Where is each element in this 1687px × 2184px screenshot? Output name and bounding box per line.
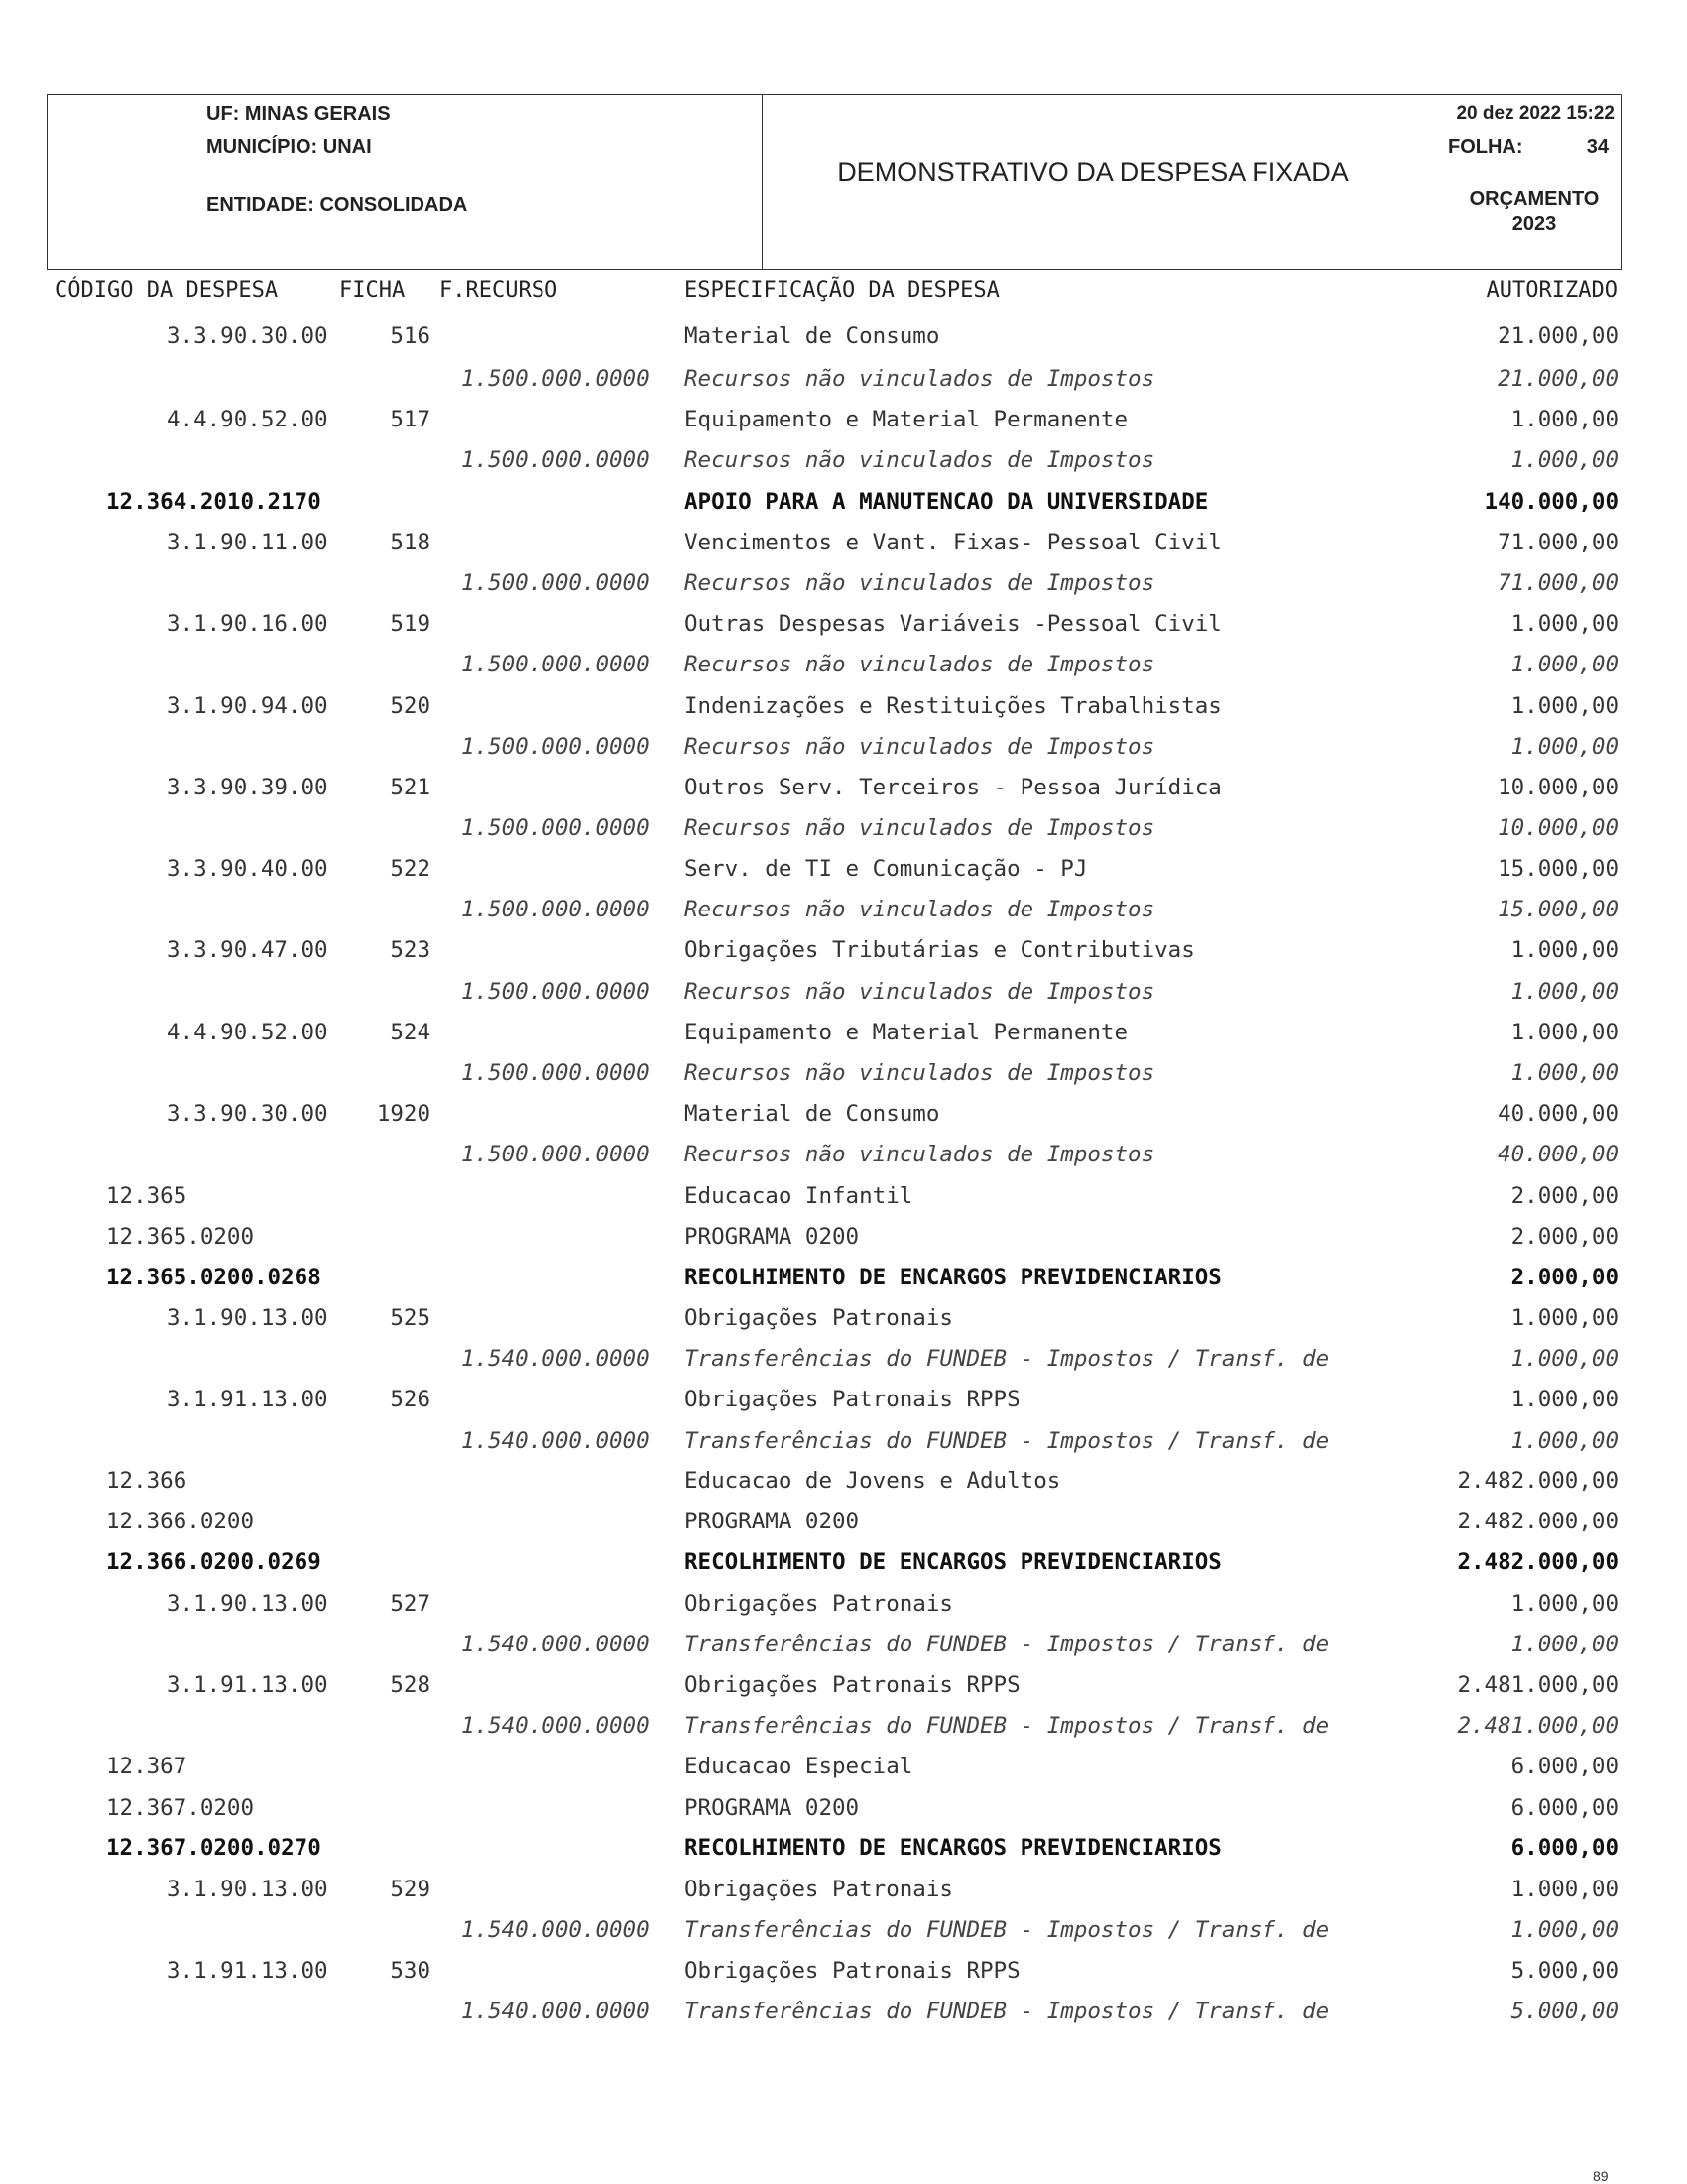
resource-code: 1.500.000.0000	[461, 897, 650, 922]
resource-row	[0, 1346, 1687, 1380]
resource-value: 1.000,00	[1510, 1917, 1619, 1943]
ficha-number: 526	[390, 1387, 430, 1412]
ficha-number: 525	[390, 1305, 430, 1331]
expense-row	[0, 407, 1687, 440]
authorized-value: 2.482.000,00	[1457, 1468, 1619, 1494]
resource-description: Recursos não vinculados de Impostos	[684, 1142, 1155, 1167]
resource-description: Recursos não vinculados de Impostos	[684, 815, 1155, 841]
authorized-value: 1.000,00	[1510, 1591, 1619, 1617]
expense-code: 12.365.0200.0268	[106, 1265, 321, 1290]
authorized-value: 5.000,00	[1510, 1958, 1619, 1984]
authorized-value: 21.000,00	[1498, 323, 1619, 349]
expense-code: 12.364.2010.2170	[106, 489, 321, 515]
expense-row	[0, 693, 1687, 727]
expense-code: 12.366.0200.0269	[106, 1549, 321, 1575]
authorized-value: 2.482.000,00	[1457, 1549, 1619, 1575]
ficha-number: 522	[390, 856, 430, 882]
expense-code: 3.1.90.13.00	[167, 1877, 328, 1902]
expense-code: 12.366	[106, 1468, 187, 1494]
resource-row	[0, 1142, 1687, 1175]
expense-description: Equipamento e Material Permanente	[684, 407, 1129, 432]
resource-value: 1.000,00	[1510, 652, 1619, 677]
expense-row	[0, 1877, 1687, 1910]
orcamento-label: ORÇAMENTO	[1469, 188, 1600, 210]
expense-row	[0, 937, 1687, 971]
resource-row	[0, 979, 1687, 1013]
expense-code: 3.1.90.16.00	[167, 611, 328, 637]
col-header-especificacao: ESPECIFICAÇÃO DA DESPESA	[684, 278, 1000, 303]
resource-description: Transferências do FUNDEB - Impostos / Transf. de	[684, 1713, 1330, 1739]
resource-code: 1.540.000.0000	[461, 1346, 650, 1372]
expense-code: 3.1.90.13.00	[167, 1305, 328, 1331]
resource-value: 1.000,00	[1510, 447, 1619, 473]
expense-code: 3.3.90.47.00	[167, 937, 328, 963]
expense-code: 12.365.0200	[106, 1224, 255, 1250]
resource-value: 1.000,00	[1510, 1632, 1619, 1657]
report-datetime: 20 dez 2022 15:22	[1456, 103, 1615, 124]
resource-description: Recursos não vinculados de Impostos	[684, 734, 1155, 760]
expense-code: 12.367.0200.0270	[106, 1835, 321, 1861]
resource-value: 1.000,00	[1510, 734, 1619, 760]
resource-row	[0, 1632, 1687, 1665]
expense-code: 3.3.90.30.00	[167, 323, 328, 349]
resource-value: 1.000,00	[1510, 1060, 1619, 1086]
expense-description: PROGRAMA 0200	[684, 1795, 860, 1821]
expense-description: Obrigações Patronais	[684, 1877, 953, 1902]
resource-value: 1.000,00	[1510, 979, 1619, 1005]
ficha-number: 523	[390, 937, 430, 963]
authorized-value: 1.000,00	[1510, 937, 1619, 963]
resource-code: 1.500.000.0000	[461, 734, 650, 760]
authorized-value: 2.000,00	[1510, 1265, 1619, 1290]
resource-value: 71.000,00	[1498, 570, 1619, 596]
ficha-number: 521	[390, 775, 430, 800]
authorized-value: 1.000,00	[1510, 693, 1619, 719]
resource-value: 5.000,00	[1510, 1999, 1619, 2024]
authorized-value: 2.482.000,00	[1457, 1509, 1619, 1534]
function-row	[0, 1509, 1687, 1542]
ficha-number: 529	[390, 1877, 430, 1902]
resource-row	[0, 570, 1687, 604]
resource-code: 1.500.000.0000	[461, 1060, 650, 1086]
resource-value: 10.000,00	[1498, 815, 1619, 841]
action-row	[0, 489, 1687, 523]
resource-description: Recursos não vinculados de Impostos	[684, 897, 1155, 922]
resource-description: Transferências do FUNDEB - Impostos / Transf. de	[684, 1346, 1330, 1372]
col-header-autorizado: AUTORIZADO	[1486, 278, 1618, 303]
resource-code: 1.500.000.0000	[461, 979, 650, 1005]
expense-row	[0, 775, 1687, 808]
expense-code: 12.367	[106, 1754, 187, 1779]
resource-value: 1.000,00	[1510, 1346, 1619, 1372]
authorized-value: 2.000,00	[1510, 1224, 1619, 1250]
resource-description: Recursos não vinculados de Impostos	[684, 1060, 1155, 1086]
authorized-value: 6.000,00	[1510, 1795, 1619, 1821]
resource-description: Transferências do FUNDEB - Impostos / Transf. de	[684, 1999, 1330, 2024]
expense-description: Outras Despesas Variáveis -Pessoal Civil	[684, 611, 1222, 637]
resource-row	[0, 1060, 1687, 1094]
authorized-value: 15.000,00	[1498, 856, 1619, 882]
expense-code: 3.3.90.40.00	[167, 856, 328, 882]
expense-description: Educacao Infantil	[684, 1183, 913, 1209]
authorized-value: 1.000,00	[1510, 407, 1619, 432]
expense-code: 3.1.91.13.00	[167, 1958, 328, 1984]
expense-description: PROGRAMA 0200	[684, 1224, 860, 1250]
uf-label: UF: MINAS GERAIS	[206, 103, 391, 125]
authorized-value: 1.000,00	[1510, 1305, 1619, 1331]
resource-code: 1.500.000.0000	[461, 815, 650, 841]
expense-description: Obrigações Patronais	[684, 1305, 953, 1331]
resource-value: 15.000,00	[1498, 897, 1619, 922]
expense-description: APOIO PARA A MANUTENCAO DA UNIVERSIDADE	[684, 489, 1209, 515]
expense-description: RECOLHIMENTO DE ENCARGOS PREVIDENCIARIOS	[684, 1835, 1222, 1861]
authorized-value: 2.481.000,00	[1457, 1672, 1619, 1698]
expense-row	[0, 1305, 1687, 1339]
action-row	[0, 1549, 1687, 1583]
entidade-label: ENTIDADE: CONSOLIDADA	[206, 194, 468, 216]
expense-code: 3.3.90.39.00	[167, 775, 328, 800]
orcamento-year: 2023	[1511, 213, 1557, 235]
expense-code: 3.3.90.30.00	[167, 1101, 328, 1127]
resource-row	[0, 1428, 1687, 1462]
resource-value: 21.000,00	[1498, 366, 1619, 392]
expense-description: Educacao Especial	[684, 1754, 913, 1779]
expense-code: 3.1.91.13.00	[167, 1387, 328, 1412]
resource-value: 40.000,00	[1498, 1142, 1619, 1167]
ficha-number: 518	[390, 530, 430, 555]
expense-description: Indenizações e Restituições Trabalhistas	[684, 693, 1222, 719]
expense-row	[0, 1387, 1687, 1420]
report-header	[47, 94, 1622, 270]
expense-row	[0, 1672, 1687, 1706]
expense-description: RECOLHIMENTO DE ENCARGOS PREVIDENCIARIOS	[684, 1549, 1222, 1575]
ficha-number: 528	[390, 1672, 430, 1698]
report-title: DEMONSTRATIVO DA DESPESA FIXADA	[837, 157, 1349, 186]
function-row	[0, 1224, 1687, 1258]
authorized-value: 2.000,00	[1510, 1183, 1619, 1209]
authorized-value: 1.000,00	[1510, 1877, 1619, 1902]
expense-row	[0, 530, 1687, 563]
resource-code: 1.540.000.0000	[461, 1999, 650, 2024]
ficha-number: 520	[390, 693, 430, 719]
expense-description: Obrigações Tributárias e Contributivas	[684, 937, 1195, 963]
resource-row	[0, 1999, 1687, 2032]
resource-value: 1.000,00	[1510, 1428, 1619, 1454]
expense-code: 3.1.90.13.00	[167, 1591, 328, 1617]
resource-code: 1.540.000.0000	[461, 1917, 650, 1943]
expense-row	[0, 856, 1687, 890]
expense-code: 4.4.90.52.00	[167, 407, 328, 432]
resource-code: 1.500.000.0000	[461, 570, 650, 596]
folha-value: 34	[1586, 136, 1609, 158]
resource-row	[0, 1713, 1687, 1747]
resource-code: 1.540.000.0000	[461, 1713, 650, 1739]
expense-description: Obrigações Patronais RPPS	[684, 1958, 1021, 1984]
expense-code: 3.1.91.13.00	[167, 1672, 328, 1698]
col-header-codigo: CÓDIGO DA DESPESA	[55, 278, 279, 303]
resource-value: 2.481.000,00	[1457, 1713, 1619, 1739]
ficha-number: 519	[390, 611, 430, 637]
expense-row	[0, 323, 1687, 357]
resource-description: Recursos não vinculados de Impostos	[684, 979, 1155, 1005]
resource-description: Recursos não vinculados de Impostos	[684, 366, 1155, 392]
resource-row	[0, 447, 1687, 481]
function-row	[0, 1795, 1687, 1829]
ficha-number: 527	[390, 1591, 430, 1617]
expense-row	[0, 611, 1687, 645]
expense-description: PROGRAMA 0200	[684, 1509, 860, 1534]
authorized-value: 6.000,00	[1510, 1835, 1619, 1861]
expense-code: 12.365	[106, 1183, 187, 1209]
expense-description: Obrigações Patronais	[684, 1591, 953, 1617]
expense-description: Equipamento e Material Permanente	[684, 1020, 1129, 1045]
resource-row	[0, 1917, 1687, 1951]
ficha-number: 517	[390, 407, 430, 432]
expense-row	[0, 1020, 1687, 1053]
expense-description: Vencimentos e Vant. Fixas- Pessoal Civil	[684, 530, 1222, 555]
expense-description: Serv. de TI e Comunicação - PJ	[684, 856, 1088, 882]
expense-code: 12.366.0200	[106, 1509, 255, 1534]
resource-description: Transferências do FUNDEB - Impostos / Transf. de	[684, 1428, 1330, 1454]
ficha-number: 524	[390, 1020, 430, 1045]
municipio-label: MUNICÍPIO: UNAI	[206, 136, 372, 158]
expense-code: 3.1.90.94.00	[167, 693, 328, 719]
resource-description: Transferências do FUNDEB - Impostos / Transf. de	[684, 1917, 1330, 1943]
resource-description: Recursos não vinculados de Impostos	[684, 570, 1155, 596]
expense-description: RECOLHIMENTO DE ENCARGOS PREVIDENCIARIOS	[684, 1265, 1222, 1290]
expense-code: 4.4.90.52.00	[167, 1020, 328, 1045]
resource-row	[0, 734, 1687, 768]
authorized-value: 1.000,00	[1510, 611, 1619, 637]
authorized-value: 40.000,00	[1498, 1101, 1619, 1127]
resource-description: Transferências do FUNDEB - Impostos / Transf. de	[684, 1632, 1330, 1657]
expense-code: 12.367.0200	[106, 1795, 255, 1821]
resource-row	[0, 897, 1687, 930]
ficha-number: 516	[390, 323, 430, 349]
action-row	[0, 1835, 1687, 1869]
resource-description: Recursos não vinculados de Impostos	[684, 447, 1155, 473]
resource-code: 1.500.000.0000	[461, 652, 650, 677]
col-header-ficha: FICHA	[339, 278, 406, 303]
resource-code: 1.540.000.0000	[461, 1428, 650, 1454]
resource-row	[0, 652, 1687, 685]
resource-code: 1.500.000.0000	[461, 1142, 650, 1167]
authorized-value: 140.000,00	[1484, 489, 1619, 515]
resource-code: 1.500.000.0000	[461, 447, 650, 473]
function-row	[0, 1754, 1687, 1787]
authorized-value: 1.000,00	[1510, 1387, 1619, 1412]
authorized-value: 6.000,00	[1510, 1754, 1619, 1779]
ficha-number: 1920	[376, 1101, 430, 1127]
ficha-number: 530	[390, 1958, 430, 1984]
resource-row	[0, 366, 1687, 400]
page-number: 89	[1593, 2168, 1609, 2184]
expense-description: Obrigações Patronais RPPS	[684, 1387, 1021, 1412]
function-row	[0, 1468, 1687, 1502]
folha-label: FOLHA:	[1448, 136, 1523, 158]
expense-description: Outros Serv. Terceiros - Pessoa Jurídica	[684, 775, 1222, 800]
expense-description: Educacao de Jovens e Adultos	[684, 1468, 1061, 1494]
resource-code: 1.500.000.0000	[461, 366, 650, 392]
expense-row	[0, 1958, 1687, 1992]
authorized-value: 10.000,00	[1498, 775, 1619, 800]
expense-code: 3.1.90.11.00	[167, 530, 328, 555]
expense-row	[0, 1591, 1687, 1625]
resource-description: Recursos não vinculados de Impostos	[684, 652, 1155, 677]
resource-code: 1.540.000.0000	[461, 1632, 650, 1657]
expense-description: Material de Consumo	[684, 323, 940, 349]
expense-description: Obrigações Patronais RPPS	[684, 1672, 1021, 1698]
function-row	[0, 1183, 1687, 1217]
action-row	[0, 1265, 1687, 1298]
expense-description: Material de Consumo	[684, 1101, 940, 1127]
expense-row	[0, 1101, 1687, 1135]
resource-row	[0, 815, 1687, 849]
authorized-value: 1.000,00	[1510, 1020, 1619, 1045]
col-header-frecurso: F.RECURSO	[439, 278, 558, 303]
authorized-value: 71.000,00	[1498, 530, 1619, 555]
